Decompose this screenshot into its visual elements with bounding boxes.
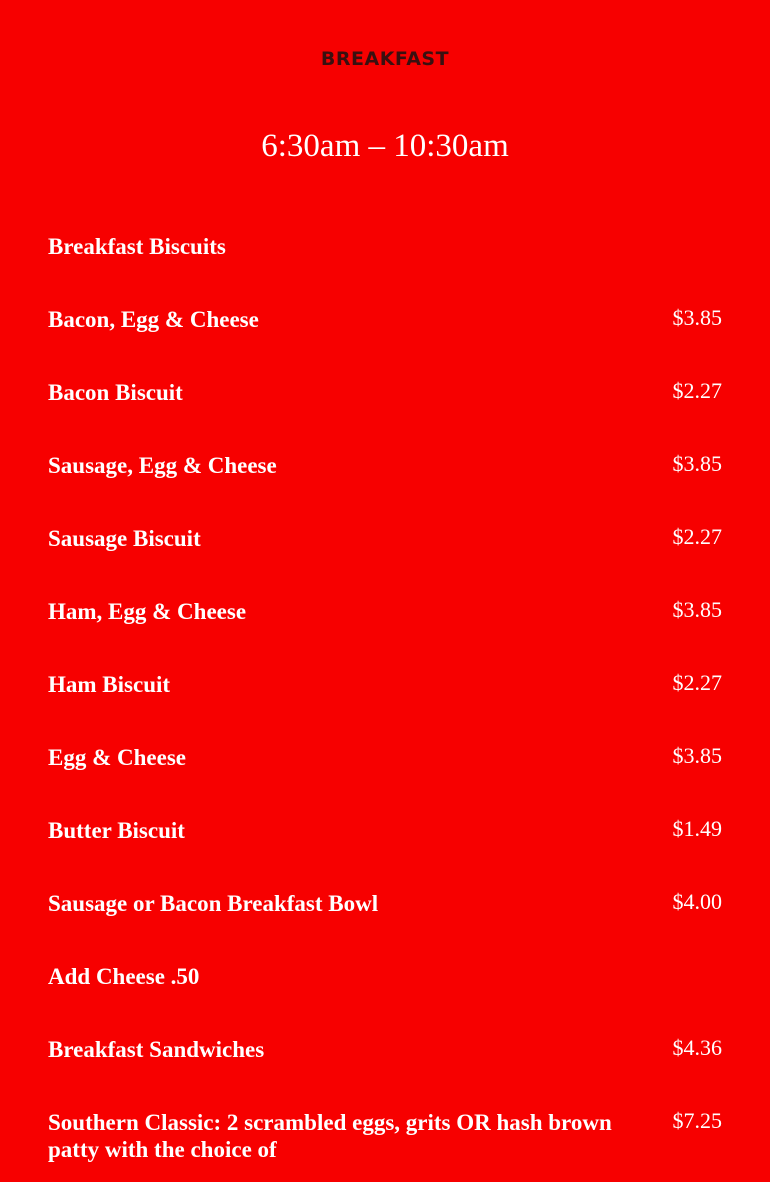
menu-item bbox=[48, 1109, 722, 1182]
menu-item bbox=[48, 233, 722, 306]
menu-item-name: Breakfast Biscuits bbox=[48, 234, 226, 259]
menu-item bbox=[48, 890, 722, 963]
menu-item-name: Sausage or Bacon Breakfast Bowl bbox=[48, 891, 379, 916]
menu-title: BREAKFAST bbox=[320, 48, 450, 70]
menu-item-name: Southern Classic: 2 scrambled eggs, grits OR hash brown patty with the choice of bbox=[48, 1110, 612, 1162]
menu-item-price: $2.27 bbox=[672, 524, 722, 549]
menu-item-price: $4.00 bbox=[672, 889, 722, 914]
menu-item bbox=[48, 598, 722, 671]
menu-hours: 6:30am – 10:30am bbox=[261, 128, 509, 164]
menu-item-name: Add Cheese .50 bbox=[48, 964, 200, 989]
menu-item-price: $1.49 bbox=[672, 816, 722, 841]
menu-item-price: $2.27 bbox=[672, 378, 722, 403]
menu-item bbox=[48, 379, 722, 452]
menu-item bbox=[48, 744, 722, 817]
menu-item-name: Ham Biscuit bbox=[48, 672, 171, 697]
menu-item-price: $4.36 bbox=[672, 1035, 722, 1060]
menu-item-name: Butter Biscuit bbox=[48, 818, 185, 843]
menu-item-name: Bacon, Egg & Cheese bbox=[48, 307, 259, 332]
menu-item-name: Ham, Egg & Cheese bbox=[48, 599, 247, 624]
menu-item-name: Bacon Biscuit bbox=[48, 380, 183, 405]
menu-item bbox=[48, 452, 722, 525]
menu-item bbox=[48, 963, 722, 1036]
menu-item bbox=[48, 671, 722, 744]
menu-item-name: Breakfast Sandwiches bbox=[48, 1037, 265, 1062]
menu-item-price: $3.85 bbox=[672, 597, 722, 622]
menu-item-list bbox=[48, 233, 722, 1182]
menu-item bbox=[48, 817, 722, 890]
menu-item bbox=[48, 306, 722, 379]
menu-item-price: $7.25 bbox=[672, 1108, 722, 1133]
menu-item-name: Sausage, Egg & Cheese bbox=[48, 453, 277, 478]
menu-item-price: $3.85 bbox=[672, 743, 722, 768]
menu-item-name: Egg & Cheese bbox=[48, 745, 186, 770]
menu-item-price: $3.85 bbox=[672, 451, 722, 476]
menu-item-price: $3.85 bbox=[672, 305, 722, 330]
menu-item-price: $2.27 bbox=[672, 670, 722, 695]
menu-item-name: Sausage Biscuit bbox=[48, 526, 201, 551]
menu-item bbox=[48, 525, 722, 598]
menu-item bbox=[48, 1036, 722, 1109]
